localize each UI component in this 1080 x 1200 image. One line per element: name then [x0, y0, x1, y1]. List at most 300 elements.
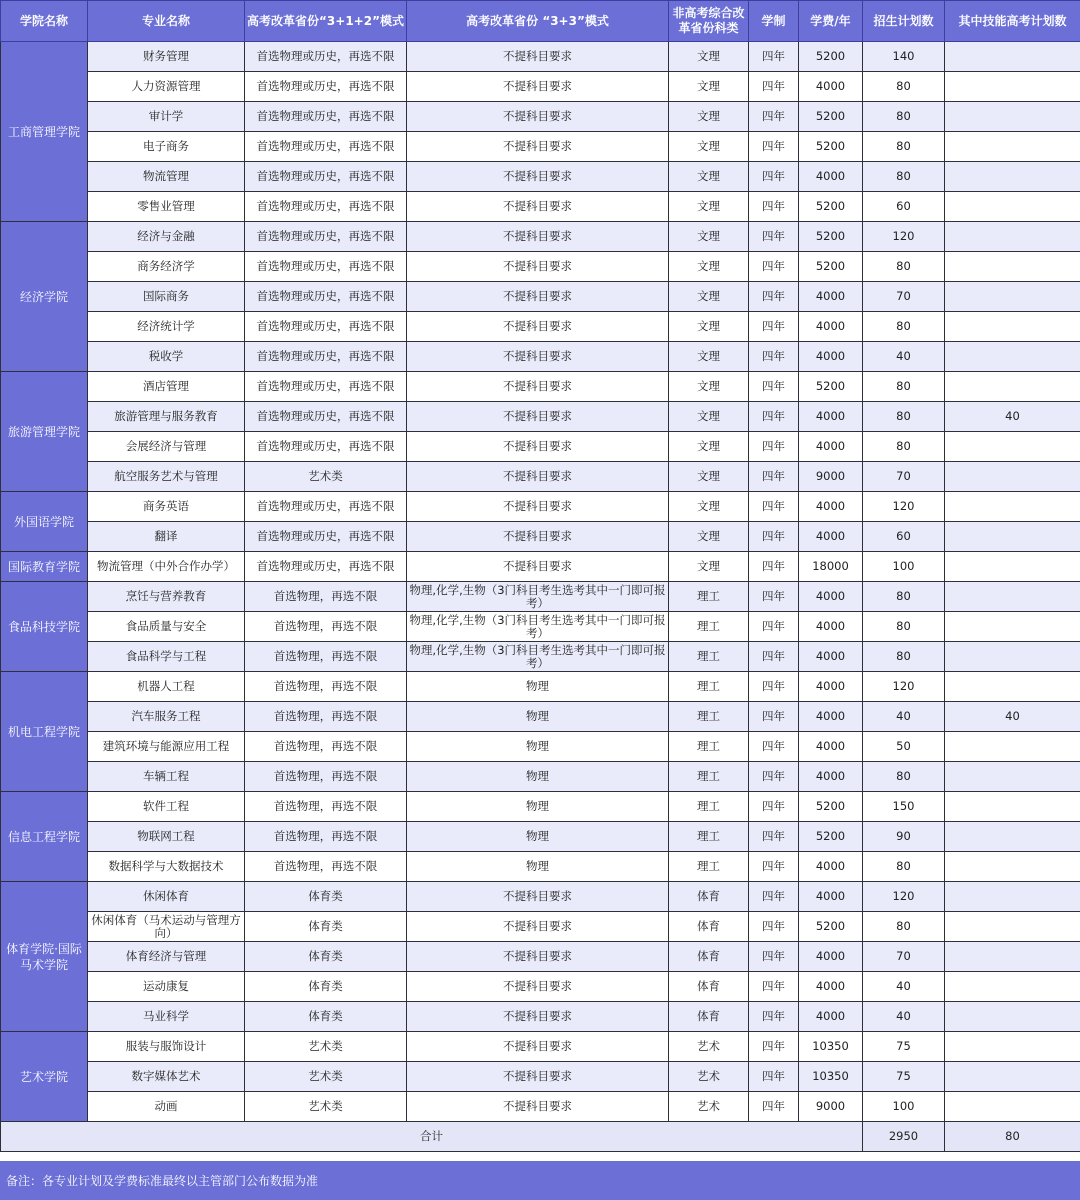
category-cell: 艺术 — [669, 1062, 749, 1092]
major-cell: 汽车服务工程 — [88, 702, 245, 732]
skill-plan-cell — [945, 222, 1080, 252]
table-row — [1, 972, 1080, 1002]
table-row — [1, 612, 1080, 642]
mode-33-cell: 不提科目要求 — [407, 342, 669, 372]
mode-33-cell: 不提科目要求 — [407, 882, 669, 912]
duration-cell: 四年 — [749, 192, 799, 222]
category-cell: 艺术 — [669, 1092, 749, 1122]
tuition-cell: 10350 — [799, 1032, 863, 1062]
skill-plan-cell — [945, 732, 1080, 762]
table-row — [1, 552, 1080, 582]
duration-cell: 四年 — [749, 432, 799, 462]
tuition-cell: 4000 — [799, 642, 863, 672]
skill-plan-cell — [945, 672, 1080, 702]
skill-plan-cell — [945, 852, 1080, 882]
tuition-cell: 4000 — [799, 492, 863, 522]
plan-cell: 80 — [863, 432, 945, 462]
plan-cell: 40 — [863, 1002, 945, 1032]
major-cell: 经济与金融 — [88, 222, 245, 252]
skill-plan-cell — [945, 942, 1080, 972]
duration-cell: 四年 — [749, 492, 799, 522]
mode-312-cell: 艺术类 — [245, 1092, 407, 1122]
duration-cell: 四年 — [749, 732, 799, 762]
duration-cell: 四年 — [749, 882, 799, 912]
category-cell: 理工 — [669, 612, 749, 642]
mode-33-cell: 物理 — [407, 822, 669, 852]
mode-33-cell: 物理 — [407, 762, 669, 792]
plan-cell: 60 — [863, 522, 945, 552]
duration-cell: 四年 — [749, 822, 799, 852]
mode-33-cell: 不提科目要求 — [407, 912, 669, 942]
mode-33-cell: 物理,化学,生物（3门科目考生选考其中一门即可报考） — [407, 582, 669, 612]
mode-33-cell: 物理 — [407, 792, 669, 822]
plan-cell: 80 — [863, 162, 945, 192]
plan-cell: 80 — [863, 612, 945, 642]
duration-cell: 四年 — [749, 792, 799, 822]
plan-cell: 70 — [863, 942, 945, 972]
category-cell: 理工 — [669, 792, 749, 822]
skill-plan-cell — [945, 612, 1080, 642]
mode-312-cell: 首选物理，再选不限 — [245, 852, 407, 882]
duration-cell: 四年 — [749, 462, 799, 492]
skill-plan-cell — [945, 792, 1080, 822]
tuition-cell: 4000 — [799, 972, 863, 1002]
total-plan: 2950 — [863, 1122, 945, 1152]
table-row — [1, 672, 1080, 702]
plan-cell: 40 — [863, 702, 945, 732]
skill-plan-cell — [945, 372, 1080, 402]
mode-312-cell: 体育类 — [245, 882, 407, 912]
header-major: 专业名称 — [88, 1, 245, 42]
skill-plan-cell — [945, 192, 1080, 222]
table-row — [1, 162, 1080, 192]
duration-cell: 四年 — [749, 972, 799, 1002]
skill-plan-cell — [945, 882, 1080, 912]
table-row — [1, 822, 1080, 852]
mode-33-cell: 不提科目要求 — [407, 942, 669, 972]
table-row — [1, 762, 1080, 792]
mode-33-cell: 不提科目要求 — [407, 552, 669, 582]
skill-plan-cell — [945, 342, 1080, 372]
duration-cell: 四年 — [749, 72, 799, 102]
tuition-cell: 5200 — [799, 132, 863, 162]
duration-cell: 四年 — [749, 42, 799, 72]
category-cell: 文理 — [669, 132, 749, 162]
tuition-cell: 4000 — [799, 1002, 863, 1032]
plan-cell: 80 — [863, 762, 945, 792]
mode-312-cell: 体育类 — [245, 942, 407, 972]
plan-cell: 80 — [863, 642, 945, 672]
mode-312-cell: 首选物理或历史，再选不限 — [245, 492, 407, 522]
major-cell: 税收学 — [88, 342, 245, 372]
mode-312-cell: 艺术类 — [245, 1062, 407, 1092]
category-cell: 体育 — [669, 882, 749, 912]
mode-33-cell: 不提科目要求 — [407, 522, 669, 552]
plan-cell: 90 — [863, 822, 945, 852]
table-row — [1, 282, 1080, 312]
major-cell: 酒店管理 — [88, 372, 245, 402]
major-cell: 体育经济与管理 — [88, 942, 245, 972]
table-row — [1, 432, 1080, 462]
category-cell: 文理 — [669, 342, 749, 372]
header-plan: 招生计划数 — [863, 1, 945, 42]
tuition-cell: 4000 — [799, 162, 863, 192]
major-cell: 休闲体育 — [88, 882, 245, 912]
major-cell: 动画 — [88, 1092, 245, 1122]
duration-cell: 四年 — [749, 312, 799, 342]
mode-33-cell: 不提科目要求 — [407, 1032, 669, 1062]
duration-cell: 四年 — [749, 702, 799, 732]
skill-plan-cell — [945, 132, 1080, 162]
header-nonreform-category: 非高考综合改革省份科类 — [669, 1, 749, 42]
mode-33-cell: 不提科目要求 — [407, 72, 669, 102]
table-row — [1, 1002, 1080, 1032]
mode-312-cell: 首选物理或历史，再选不限 — [245, 372, 407, 402]
tuition-cell: 4000 — [799, 942, 863, 972]
duration-cell: 四年 — [749, 672, 799, 702]
mode-33-cell: 物理 — [407, 732, 669, 762]
tuition-cell: 4000 — [799, 672, 863, 702]
category-cell: 理工 — [669, 822, 749, 852]
tuition-cell: 9000 — [799, 1092, 863, 1122]
header-mode-312: 高考改革省份“3+1+2”模式 — [245, 1, 407, 42]
header-skill-plan: 其中技能高考计划数 — [945, 1, 1080, 42]
category-cell: 文理 — [669, 312, 749, 342]
tuition-cell: 4000 — [799, 432, 863, 462]
table-row — [1, 582, 1080, 612]
table-header-row — [1, 1, 1080, 42]
mode-312-cell: 首选物理或历史，再选不限 — [245, 432, 407, 462]
header-duration: 学制 — [749, 1, 799, 42]
tuition-cell: 4000 — [799, 72, 863, 102]
category-cell: 体育 — [669, 972, 749, 1002]
plan-cell: 80 — [863, 912, 945, 942]
category-cell: 文理 — [669, 162, 749, 192]
category-cell: 文理 — [669, 192, 749, 222]
skill-plan-cell — [945, 1032, 1080, 1062]
tuition-cell: 4000 — [799, 582, 863, 612]
major-cell: 数据科学与大数据技术 — [88, 852, 245, 882]
mode-33-cell: 不提科目要求 — [407, 282, 669, 312]
tuition-cell: 10350 — [799, 1062, 863, 1092]
category-cell: 文理 — [669, 432, 749, 462]
plan-cell: 40 — [863, 342, 945, 372]
table-row — [1, 72, 1080, 102]
category-cell: 文理 — [669, 462, 749, 492]
category-cell: 文理 — [669, 72, 749, 102]
mode-312-cell: 首选物理或历史，再选不限 — [245, 402, 407, 432]
skill-plan-cell — [945, 462, 1080, 492]
skill-plan-cell — [945, 282, 1080, 312]
major-cell: 航空服务艺术与管理 — [88, 462, 245, 492]
duration-cell: 四年 — [749, 612, 799, 642]
table-row — [1, 1062, 1080, 1092]
college-cell: 体育学院·国际马术学院 — [1, 882, 88, 1032]
mode-33-cell: 不提科目要求 — [407, 132, 669, 162]
skill-plan-cell — [945, 162, 1080, 192]
tuition-cell: 5200 — [799, 42, 863, 72]
category-cell: 理工 — [669, 642, 749, 672]
major-cell: 财务管理 — [88, 42, 245, 72]
skill-plan-cell — [945, 1092, 1080, 1122]
mode-312-cell: 首选物理或历史，再选不限 — [245, 342, 407, 372]
major-cell: 食品质量与安全 — [88, 612, 245, 642]
major-cell: 商务经济学 — [88, 252, 245, 282]
mode-33-cell: 物理 — [407, 852, 669, 882]
category-cell: 体育 — [669, 942, 749, 972]
major-cell: 物流管理（中外合作办学） — [88, 552, 245, 582]
total-skill-plan: 80 — [945, 1122, 1080, 1152]
table-row — [1, 882, 1080, 912]
plan-cell: 60 — [863, 192, 945, 222]
tuition-cell: 18000 — [799, 552, 863, 582]
mode-312-cell: 首选物理或历史，再选不限 — [245, 72, 407, 102]
tuition-cell: 4000 — [799, 612, 863, 642]
skill-plan-cell — [945, 642, 1080, 672]
skill-plan-cell — [945, 432, 1080, 462]
plan-cell: 80 — [863, 852, 945, 882]
major-cell: 商务英语 — [88, 492, 245, 522]
tuition-cell: 5200 — [799, 822, 863, 852]
major-cell: 翻译 — [88, 522, 245, 552]
skill-plan-cell — [945, 912, 1080, 942]
college-cell: 工商管理学院 — [1, 42, 88, 222]
mode-33-cell: 不提科目要求 — [407, 1002, 669, 1032]
duration-cell: 四年 — [749, 582, 799, 612]
header-college: 学院名称 — [1, 1, 88, 42]
mode-33-cell: 物理,化学,生物（3门科目考生选考其中一门即可报考） — [407, 612, 669, 642]
mode-312-cell: 首选物理，再选不限 — [245, 702, 407, 732]
tuition-cell: 5200 — [799, 102, 863, 132]
remark-bar — [0, 1161, 1080, 1200]
tuition-cell: 4000 — [799, 702, 863, 732]
duration-cell: 四年 — [749, 222, 799, 252]
mode-312-cell: 首选物理，再选不限 — [245, 612, 407, 642]
plan-cell: 80 — [863, 132, 945, 162]
tuition-cell: 4000 — [799, 852, 863, 882]
tuition-cell: 4000 — [799, 402, 863, 432]
mode-33-cell: 不提科目要求 — [407, 372, 669, 402]
category-cell: 文理 — [669, 282, 749, 312]
plan-cell: 70 — [863, 462, 945, 492]
table-row — [1, 912, 1080, 942]
major-cell: 烹饪与营养教育 — [88, 582, 245, 612]
mode-312-cell: 艺术类 — [245, 462, 407, 492]
table-row — [1, 222, 1080, 252]
major-cell: 电子商务 — [88, 132, 245, 162]
skill-plan-cell — [945, 762, 1080, 792]
category-cell: 文理 — [669, 522, 749, 552]
duration-cell: 四年 — [749, 282, 799, 312]
duration-cell: 四年 — [749, 552, 799, 582]
skill-plan-cell — [945, 312, 1080, 342]
skill-plan-cell: 40 — [945, 402, 1080, 432]
category-cell: 文理 — [669, 252, 749, 282]
college-cell: 外国语学院 — [1, 492, 88, 552]
category-cell: 文理 — [669, 492, 749, 522]
category-cell: 艺术 — [669, 1032, 749, 1062]
table-row — [1, 102, 1080, 132]
mode-33-cell: 不提科目要求 — [407, 1062, 669, 1092]
mode-312-cell: 首选物理，再选不限 — [245, 672, 407, 702]
plan-cell: 140 — [863, 42, 945, 72]
tuition-cell: 4000 — [799, 762, 863, 792]
total-label: 合计 — [1, 1122, 863, 1152]
duration-cell: 四年 — [749, 1062, 799, 1092]
mode-312-cell: 体育类 — [245, 912, 407, 942]
plan-cell: 120 — [863, 492, 945, 522]
plan-cell: 80 — [863, 102, 945, 132]
mode-312-cell: 首选物理或历史，再选不限 — [245, 222, 407, 252]
plan-cell: 75 — [863, 1062, 945, 1092]
major-cell: 软件工程 — [88, 792, 245, 822]
table-row — [1, 1092, 1080, 1122]
plan-cell: 80 — [863, 252, 945, 282]
table-row — [1, 132, 1080, 162]
major-cell: 经济统计学 — [88, 312, 245, 342]
major-cell: 零售业管理 — [88, 192, 245, 222]
mode-33-cell: 不提科目要求 — [407, 102, 669, 132]
college-cell: 艺术学院 — [1, 1032, 88, 1122]
major-cell: 休闲体育（马术运动与管理方向） — [88, 912, 245, 942]
mode-312-cell: 首选物理或历史，再选不限 — [245, 42, 407, 72]
table-row — [1, 462, 1080, 492]
mode-33-cell: 物理,化学,生物（3门科目考生选考其中一门即可报考） — [407, 642, 669, 672]
tuition-cell: 4000 — [799, 342, 863, 372]
mode-33-cell: 不提科目要求 — [407, 972, 669, 1002]
mode-312-cell: 首选物理或历史，再选不限 — [245, 132, 407, 162]
mode-312-cell: 首选物理，再选不限 — [245, 732, 407, 762]
duration-cell: 四年 — [749, 1032, 799, 1062]
tuition-cell: 5200 — [799, 372, 863, 402]
major-cell: 服装与服饰设计 — [88, 1032, 245, 1062]
duration-cell: 四年 — [749, 162, 799, 192]
mode-33-cell: 不提科目要求 — [407, 492, 669, 522]
mode-33-cell: 不提科目要求 — [407, 252, 669, 282]
plan-cell: 100 — [863, 1092, 945, 1122]
major-cell: 运动康复 — [88, 972, 245, 1002]
category-cell: 理工 — [669, 702, 749, 732]
plan-cell: 80 — [863, 402, 945, 432]
skill-plan-cell — [945, 1002, 1080, 1032]
table-row — [1, 192, 1080, 222]
skill-plan-cell — [945, 822, 1080, 852]
header-mode-33: 高考改革省份 “3+3”模式 — [407, 1, 669, 42]
plan-cell: 80 — [863, 72, 945, 102]
major-cell: 机器人工程 — [88, 672, 245, 702]
skill-plan-cell — [945, 492, 1080, 522]
duration-cell: 四年 — [749, 1002, 799, 1032]
table-row — [1, 492, 1080, 522]
tuition-cell: 5200 — [799, 252, 863, 282]
tuition-cell: 5200 — [799, 222, 863, 252]
mode-312-cell: 首选物理或历史，再选不限 — [245, 522, 407, 552]
plan-cell: 75 — [863, 1032, 945, 1062]
duration-cell: 四年 — [749, 852, 799, 882]
mode-33-cell: 不提科目要求 — [407, 312, 669, 342]
plan-cell: 120 — [863, 672, 945, 702]
plan-cell: 150 — [863, 792, 945, 822]
tuition-cell: 5200 — [799, 912, 863, 942]
mode-312-cell: 首选物理或历史，再选不限 — [245, 552, 407, 582]
duration-cell: 四年 — [749, 762, 799, 792]
mode-312-cell: 体育类 — [245, 972, 407, 1002]
college-cell: 机电工程学院 — [1, 672, 88, 792]
skill-plan-cell — [945, 252, 1080, 282]
tuition-cell: 4000 — [799, 522, 863, 552]
mode-312-cell: 首选物理，再选不限 — [245, 822, 407, 852]
major-cell: 食品科学与工程 — [88, 642, 245, 672]
plan-cell: 50 — [863, 732, 945, 762]
plan-cell: 120 — [863, 222, 945, 252]
mode-33-cell: 不提科目要求 — [407, 462, 669, 492]
mode-312-cell: 艺术类 — [245, 1032, 407, 1062]
college-cell: 经济学院 — [1, 222, 88, 372]
mode-312-cell: 首选物理或历史，再选不限 — [245, 252, 407, 282]
plan-cell: 80 — [863, 582, 945, 612]
duration-cell: 四年 — [749, 252, 799, 282]
major-cell: 国际商务 — [88, 282, 245, 312]
tuition-cell: 4000 — [799, 312, 863, 342]
duration-cell: 四年 — [749, 342, 799, 372]
total-row — [1, 1122, 1080, 1152]
mode-312-cell: 首选物理或历史，再选不限 — [245, 102, 407, 132]
table-row — [1, 372, 1080, 402]
mode-33-cell: 不提科目要求 — [407, 162, 669, 192]
mode-312-cell: 首选物理或历史，再选不限 — [245, 162, 407, 192]
mode-33-cell: 不提科目要求 — [407, 402, 669, 432]
duration-cell: 四年 — [749, 132, 799, 162]
skill-plan-cell — [945, 1062, 1080, 1092]
duration-cell: 四年 — [749, 402, 799, 432]
college-cell: 信息工程学院 — [1, 792, 88, 882]
duration-cell: 四年 — [749, 372, 799, 402]
table-row — [1, 792, 1080, 822]
category-cell: 文理 — [669, 402, 749, 432]
mode-33-cell: 不提科目要求 — [407, 1092, 669, 1122]
remark-text: 备注：各专业计划及学费标准最终以主管部门公布数据为准 — [6, 1174, 319, 1188]
category-cell: 文理 — [669, 102, 749, 132]
category-cell: 体育 — [669, 912, 749, 942]
mode-312-cell: 体育类 — [245, 1002, 407, 1032]
table-row — [1, 312, 1080, 342]
skill-plan-cell: 40 — [945, 702, 1080, 732]
tuition-cell: 5200 — [799, 792, 863, 822]
mode-312-cell: 首选物理或历史，再选不限 — [245, 282, 407, 312]
skill-plan-cell — [945, 552, 1080, 582]
duration-cell: 四年 — [749, 912, 799, 942]
mode-312-cell: 首选物理，再选不限 — [245, 792, 407, 822]
table-row — [1, 702, 1080, 732]
header-tuition: 学费/年 — [799, 1, 863, 42]
table-row — [1, 342, 1080, 372]
skill-plan-cell — [945, 582, 1080, 612]
mode-312-cell: 首选物理，再选不限 — [245, 762, 407, 792]
mode-312-cell: 首选物理或历史，再选不限 — [245, 312, 407, 342]
major-cell: 物联网工程 — [88, 822, 245, 852]
duration-cell: 四年 — [749, 642, 799, 672]
table-body — [1, 42, 1080, 1152]
duration-cell: 四年 — [749, 522, 799, 552]
mode-33-cell: 不提科目要求 — [407, 192, 669, 222]
tuition-cell: 9000 — [799, 462, 863, 492]
table-row — [1, 732, 1080, 762]
mode-312-cell: 首选物理，再选不限 — [245, 642, 407, 672]
major-cell: 物流管理 — [88, 162, 245, 192]
table-row — [1, 1032, 1080, 1062]
category-cell: 理工 — [669, 672, 749, 702]
major-cell: 旅游管理与服务教育 — [88, 402, 245, 432]
